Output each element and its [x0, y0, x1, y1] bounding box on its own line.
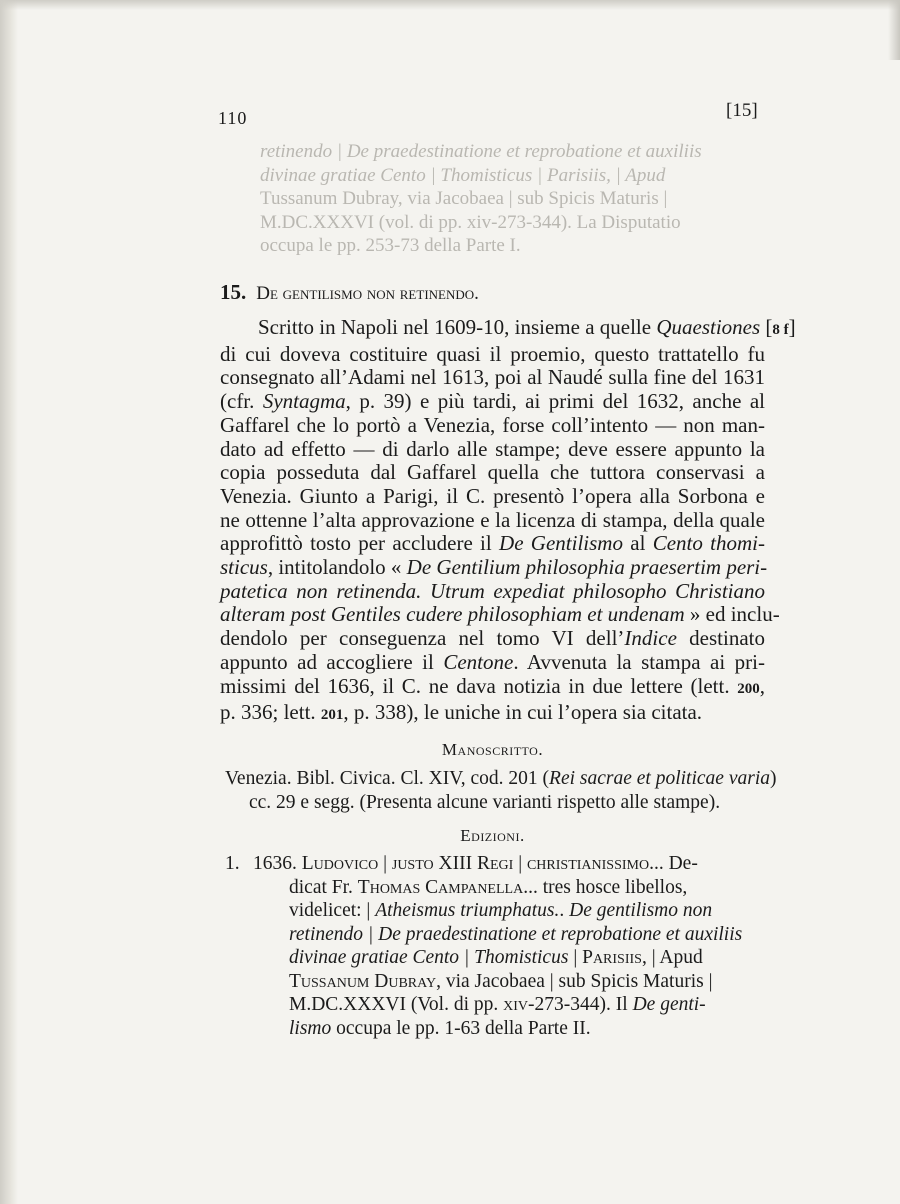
- page-edge-shadow-right: [888, 0, 900, 60]
- section-heading: [220, 280, 479, 305]
- bleed-line: Tussanum Dubray, via Jacobaea | sub Spicis Maturis |: [260, 188, 668, 209]
- bleed-through-text: [260, 140, 790, 258]
- body-line: Venezia. Giunto a Parigi, il C. presentò l’opera alla Sorbona e: [220, 483, 765, 508]
- body-line: dato ad effetto — di darlo alle stampe; deve essere appunto la: [220, 436, 765, 461]
- manuscript-line: cc. 29 e segg. (Presenta alcune varianti rispetto alle stampe).: [249, 792, 721, 813]
- body-line: (cfr. Syntagma, p. 39) e più tardi, ai primi del 1632, anche al: [220, 389, 765, 414]
- body-line: approfittò tosto per accludere il De Gentilismo al Cento thomi-: [220, 531, 766, 556]
- bleed-line: occupa le pp. 253-73 della Parte I.: [260, 235, 521, 256]
- body-line: patetica non retinenda. Utrum expediat philosopho Christiano: [220, 578, 765, 603]
- bleed-line: M.DC.XXXVI (vol. di pp. xiv-273-344). La Disputatio: [260, 211, 681, 233]
- body-line: di cui doveva costituire quasi il proemio, questo trattatello fu: [220, 341, 765, 366]
- edition-line: retinendo | De praedestinatione et reprobatione et auxiliis: [289, 923, 743, 945]
- edition-line: divinae gratiae Cento | Thomisticus | Parisiis, | Apud: [289, 947, 703, 968]
- page-number: 110: [218, 108, 248, 128]
- page-edge-shadow-top: [0, 0, 900, 10]
- section-number: 15.: [220, 280, 247, 304]
- page-edge-shadow-left: [0, 0, 18, 1204]
- edition-line: 1. 1636. Ludovico | justo XIII Regi | christianissimo... De-: [225, 853, 698, 874]
- body-line: consegnato all’Adami nel 1613, poi al Naudé sulla fine del 1631: [220, 365, 765, 390]
- edition-line: dicat Fr. Thomas Campanella... tres hosce libellos,: [289, 876, 688, 898]
- body-paragraph: [220, 315, 796, 728]
- body-line: appunto ad accogliere il Centone. Avvenuta la stampa ai pri-: [220, 649, 765, 674]
- manuscript-entry: [225, 767, 777, 815]
- body-line: p. 336; lett. 201, p. 338), le uniche in cui l’opera sia citata.: [220, 700, 703, 725]
- edition-line: M.DC.XXXVI (Vol. di pp. xiv-273-344). Il De genti-: [289, 994, 706, 1015]
- body-line: Scritto in Napoli nel 1609-10, insieme a quelle Quaestiones [8 f]: [258, 315, 796, 339]
- edition-number: 1.: [225, 853, 240, 874]
- body-line: dendolo per conseguenza nel tomo VI dell’Indice destinato: [220, 626, 765, 651]
- body-line: copia posseduta dal Gaffarel quella che tuttora conservasi a: [220, 460, 765, 485]
- section-title: De gentilismo non retinendo.: [256, 283, 479, 304]
- body-line: alteram post Gentiles cudere philosophiam et undenam » ed inclu-: [220, 602, 780, 627]
- body-line: Gaffarel che lo portò a Venezia, forse coll’intento — non man-: [220, 412, 765, 437]
- edition-entry: [225, 852, 770, 1040]
- manuscript-line: Venezia. Bibl. Civica. Cl. XIV, cod. 201 (Rei sacrae et politicae varia): [225, 768, 777, 789]
- body-line: sticus, intitolandolo « De Gentilium philosophia praesertim peri-: [220, 555, 768, 580]
- editions-heading: Edizioni.: [460, 826, 525, 845]
- edition-line: lismo occupa le pp. 1-63 della Parte II.: [289, 1017, 591, 1039]
- edition-line: videlicet: | Atheismus triumphatus.. De gentilismo non: [289, 900, 713, 921]
- manuscript-heading: Manoscritto.: [441, 740, 544, 759]
- bleed-line: divinae gratiae Cento | Thomisticus | Parisiis, | Apud: [260, 164, 666, 186]
- body-line: ne ottenne l’alta approvazione e la licenza di stampa, della quale: [220, 507, 765, 532]
- page-reference: [15]: [726, 100, 758, 121]
- edition-line: Tussanum Dubray, via Jacobaea | sub Spicis Maturis |: [289, 970, 713, 992]
- body-line: missimi del 1636, il C. ne dava notizia in due lettere (lett. 200,: [220, 673, 765, 698]
- bleed-line: retinendo | De praedestinatione et reprobatione et auxiliis: [260, 141, 702, 162]
